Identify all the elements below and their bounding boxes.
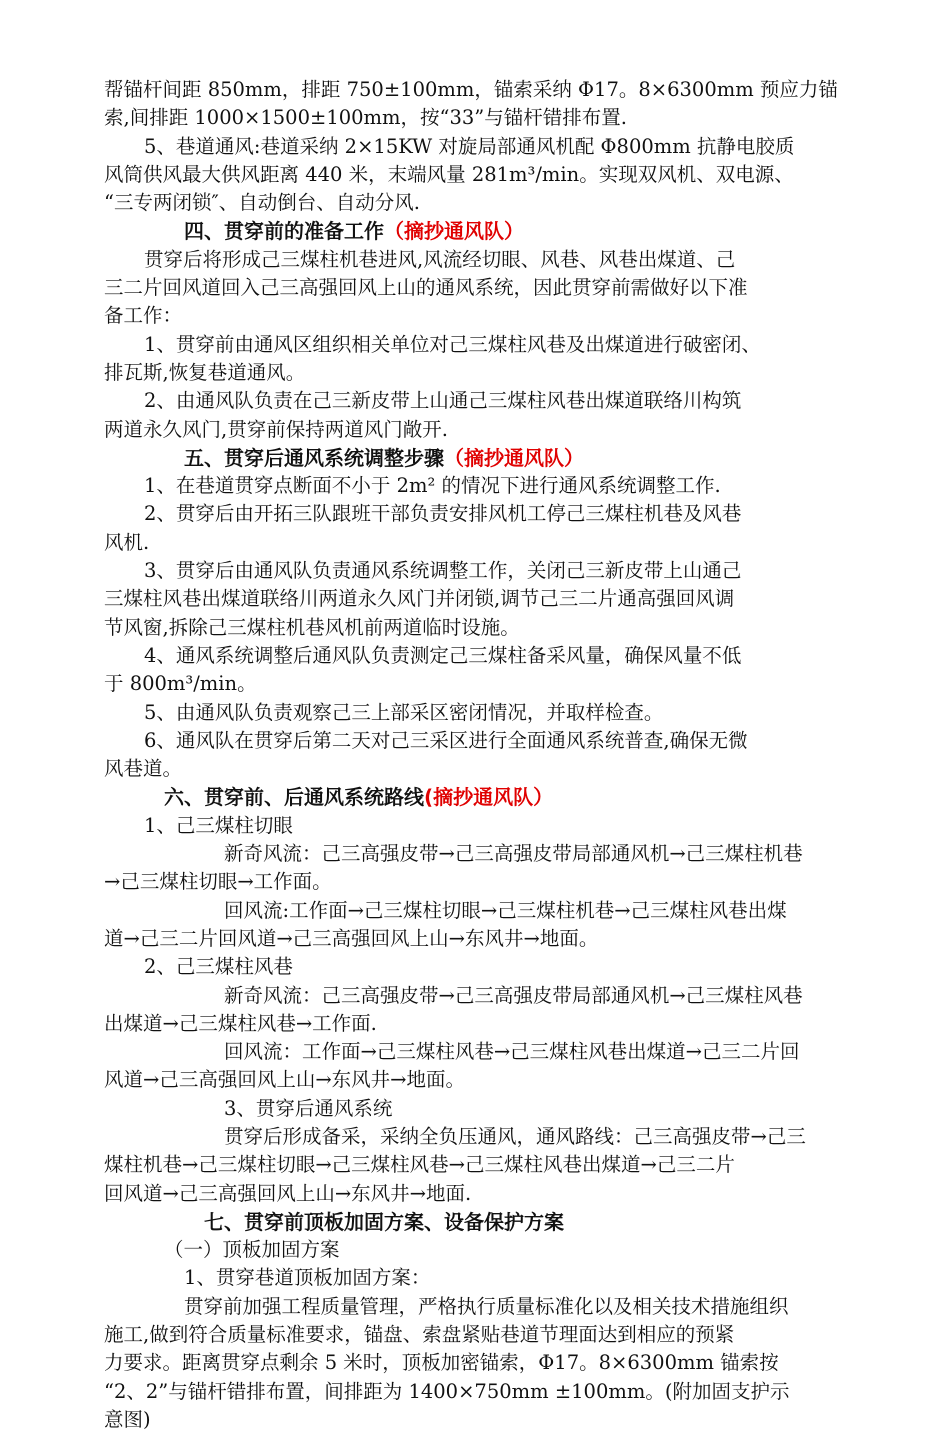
- text-line: [104, 755, 880, 783]
- text-line: [104, 1038, 880, 1066]
- line-text: 1、己三煤柱切眼: [144, 813, 293, 837]
- line-text: 风道→己三高强回风上山→东风井→地面。: [104, 1068, 466, 1092]
- line-text: 三煤柱风巷出煤道联络川两道永久风门并闭锁,调节己三二片通高强回风调: [104, 587, 735, 611]
- line-text: 贯穿后将形成己三煤柱机巷进风,风流经切眼、风巷、风巷出煤道、己: [144, 247, 736, 271]
- line-text: 意图): [104, 1407, 151, 1431]
- text-line: [104, 925, 880, 953]
- text-line: [104, 387, 880, 415]
- line-text: 回风流:工作面→己三煤柱切眼→己三煤柱机巷→己三煤柱风巷出煤: [224, 898, 787, 922]
- line-text: 3、贯穿后通风系统: [224, 1096, 393, 1120]
- text-line: [104, 331, 880, 359]
- text-line: [104, 812, 880, 840]
- line-text: 索,间排距 1000×1500±100mm，按“33”与锚杆错排布置.: [104, 106, 627, 130]
- line-text: 节风窗,拆除己三煤柱机巷风机前两道临时设施。: [104, 615, 520, 639]
- text-line: [104, 868, 880, 896]
- line-text: 1、贯穿前由通风区组织相关单位对己三煤柱风巷及出煤道进行破密闭、: [144, 332, 761, 356]
- line-text: 四、贯穿前的准备工作: [184, 219, 384, 244]
- line-text: 贯穿前加强工程质量管理，严格执行质量标准化以及相关技术措施组织: [184, 1294, 789, 1318]
- text-line: [104, 359, 880, 387]
- line-text: 回风道→己三高强回风上山→东风井→地面.: [104, 1181, 472, 1205]
- line-text: 帮锚杆间距 850mm，排距 750±100mm，锚索采纳 Φ17。8×6300mm 预应力锚: [104, 78, 838, 101]
- line-text: “2、2”与锚杆错排布置，间排距为 1400×750mm ±100mm。(附加固支护示: [104, 1379, 790, 1403]
- text-line: [104, 1066, 880, 1094]
- line-text: （一）顶板加固方案: [164, 1238, 340, 1262]
- text-line: [104, 246, 880, 274]
- line-text: 风巷道。: [104, 757, 183, 781]
- text-line: [104, 1123, 880, 1151]
- text-line: [104, 104, 880, 132]
- text-line: [104, 1180, 880, 1208]
- text-line: [104, 76, 880, 104]
- text-line: [104, 670, 880, 698]
- line-text: 3、贯穿后由通风队负责通风系统调整工作，关闭己三新皮带上山通己: [144, 559, 742, 583]
- line-text: 出煤道→己三煤柱风巷→工作面.: [104, 1011, 377, 1035]
- text-line: [104, 1264, 880, 1292]
- section-heading: [104, 783, 880, 811]
- line-text: 五、贯穿后通风系统调整步骤: [184, 445, 444, 470]
- text-line: [104, 557, 880, 585]
- line-text: 于 800m³/min。: [104, 672, 257, 696]
- line-text: 新奇风流：己三高强皮带→己三高强皮带局部通风机→己三煤柱风巷: [224, 983, 803, 1007]
- section-heading: [104, 1208, 880, 1236]
- text-line: [104, 727, 880, 755]
- text-line: [104, 642, 880, 670]
- line-text: 1、贯穿巷道顶板加固方案：: [184, 1266, 431, 1290]
- line-text: 贯穿后形成备采，采纳全负压通风，通风路线：己三高强皮带→己三: [224, 1124, 806, 1148]
- line-text: 七、贯穿前顶板加固方案、设备保护方案: [204, 1209, 564, 1234]
- text-line: [104, 500, 880, 528]
- text-line: [104, 1151, 880, 1179]
- line-text: 道→己三二片回风道→己三高强回风上山→东风井→地面。: [104, 926, 599, 950]
- line-text: 煤柱机巷→己三煤柱切眼→己三煤柱风巷→己三煤柱风巷出煤道→己三二片: [104, 1153, 735, 1177]
- text-line: [104, 840, 880, 868]
- text-line: [104, 1406, 880, 1434]
- line-text: “三专两闭锁″、自动倒台、自动分风.: [104, 191, 420, 215]
- line-text: 4、通风系统调整后通风队负责测定己三煤柱备采风量，确保风量不低: [144, 643, 742, 667]
- line-text: 施工,做到符合质量标准要求，锚盘、索盘紧贴巷道节理面达到相应的预紧: [104, 1323, 735, 1347]
- line-text: 风筒供风最大供风距离 440 米，末端风量 281m³/min。实现双风机、双电源、: [104, 162, 794, 186]
- text-line: [104, 416, 880, 444]
- text-line: [104, 699, 880, 727]
- text-line: [104, 1095, 880, 1123]
- text-line: [104, 274, 880, 302]
- line-text: 5、巷道通风:巷道采纳 2×15KW 对旋局部通风机配 Φ800mm 抗静电胶质: [144, 134, 795, 158]
- text-line: [104, 529, 880, 557]
- line-text: 两道永久风门,贯穿前保持两道风门敞开.: [104, 417, 448, 441]
- text-line: [104, 1010, 880, 1038]
- line-text: 排瓦斯,恢复巷道通风。: [104, 360, 306, 384]
- text-line: [104, 982, 880, 1010]
- line-text: 6、通风队在贯穿后第二天对己三采区进行全面通风系统普查,确保无微: [144, 728, 748, 752]
- text-line: [104, 1236, 880, 1264]
- text-line: [104, 585, 880, 613]
- line-text: 5、由通风队负责观察己三上部采区密闭情况，并取样检查。: [144, 700, 664, 724]
- text-line: [104, 161, 880, 189]
- line-text: 新奇风流：己三高强皮带→己三高强皮带局部通风机→己三煤柱机巷: [224, 842, 803, 866]
- text-line: [104, 472, 880, 500]
- text-line: [104, 302, 880, 330]
- line-text: 2、己三煤柱风巷: [144, 955, 293, 979]
- line-text: 回风流：工作面→己三煤柱风巷→己三煤柱风巷出煤道→己三二片回: [224, 1040, 800, 1064]
- line-text: 1、在巷道贯穿点断面不小于 2m² 的情况下进行通风系统调整工作.: [144, 474, 721, 498]
- line-text: 2、贯穿后由开拓三队跟班干部负责安排风机工停己三煤柱机巷及风巷: [144, 502, 742, 526]
- section-heading: [104, 444, 880, 472]
- text-line: [104, 614, 880, 642]
- line-text: 备工作：: [104, 304, 183, 328]
- heading-note: （摘抄通风队）: [384, 219, 524, 244]
- text-line: [104, 897, 880, 925]
- heading-note: （摘抄通风队）: [444, 445, 584, 470]
- line-text: 2、由通风队负责在己三新皮带上山通己三煤柱风巷出煤道联络川构筑: [144, 389, 742, 413]
- line-text: 三二片回风道回入己三高强回风上山的通风系统，因此贯穿前需做好以下准: [104, 276, 748, 300]
- line-text: 六、贯穿前、后通风系统路线: [164, 785, 424, 810]
- text-line: [104, 1349, 880, 1377]
- text-line: [104, 189, 880, 217]
- text-line: [104, 1321, 880, 1349]
- text-line: [104, 953, 880, 981]
- line-text: 风机.: [104, 530, 150, 554]
- line-text: 力要求。距离贯穿点剩余 5 米时，顶板加密锚索，Φ17。8×6300mm 锚索按: [104, 1351, 779, 1375]
- text-line: [104, 1378, 880, 1406]
- text-line: [104, 1293, 880, 1321]
- line-text: →己三煤柱切眼→工作面。: [104, 870, 332, 894]
- section-heading: [104, 217, 880, 245]
- text-line: [104, 133, 880, 161]
- heading-note: (摘抄通风队）: [424, 785, 554, 810]
